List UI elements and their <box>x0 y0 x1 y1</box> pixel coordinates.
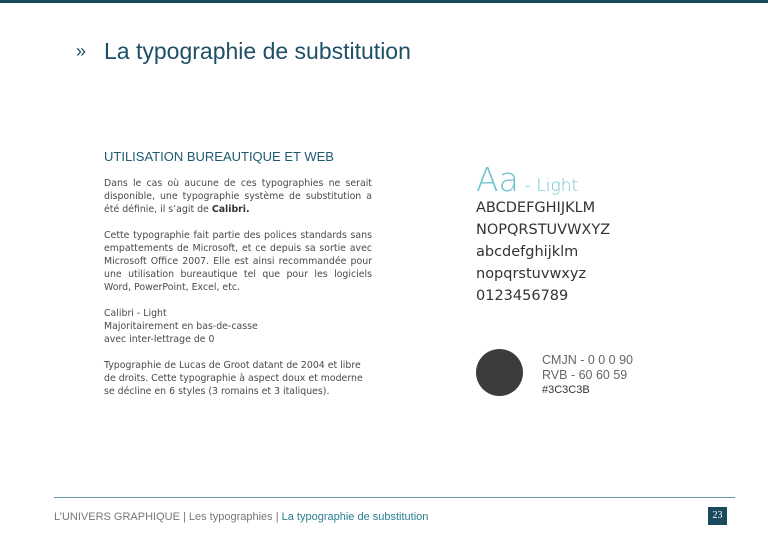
top-bar <box>0 0 768 3</box>
section-body <box>104 177 372 411</box>
p3-line: Majoritairement en bas-de-casse <box>104 321 258 332</box>
rvb-value: RVB - 60 60 59 <box>542 368 628 382</box>
footer-divider <box>54 497 735 498</box>
breadcrumb-path: L’UNIVERS GRAPHIQUE | Les typographies | <box>54 511 282 523</box>
specimen-line: NOPQRSTUVWXYZ <box>476 222 611 238</box>
paragraph-1-text: Dans le cas où aucune de ces typographies ne serait disponible, une typographie système de substitution a été définie, il s’agit de <box>104 178 372 215</box>
page-title-text: La typographie de substitution <box>104 38 411 64</box>
cmjn-value: CMJN - 0 0 0 90 <box>542 353 634 367</box>
paragraph-1 <box>104 177 372 216</box>
alphabet-specimen <box>476 197 610 307</box>
breadcrumb-current: La typographie de substitution <box>281 511 429 523</box>
aa-sample: Aa <box>476 160 519 199</box>
paragraph-3 <box>104 307 372 346</box>
page-title <box>76 38 411 65</box>
double-chevron-right-icon: » <box>76 41 87 61</box>
p3-line: Calibri - Light <box>104 308 167 319</box>
calibri-bold: Calibri. <box>211 204 250 215</box>
specimen-line: abcdefghijklm <box>476 244 579 260</box>
weight-label: - Light <box>524 176 579 196</box>
specimen-line: nopqrstuvwxyz <box>476 266 587 282</box>
color-values <box>542 353 633 398</box>
hex-value: #3C3C3B <box>542 384 590 396</box>
section-heading: UTILISATION BUREAUTIQUE ET WEB <box>104 149 334 164</box>
footer-breadcrumb <box>54 511 428 523</box>
paragraph-4: Typographie de Lucas de Groot datant de 2004 et libre de droits. Cette typographie à aspect doux et moderne se décline en 6 styles (3 romains et 3 italiques). <box>104 360 363 397</box>
specimen-heading <box>476 160 578 199</box>
page-number: 23 <box>708 507 727 525</box>
color-swatch <box>476 349 523 396</box>
p3-line: avec inter-lettrage de 0 <box>104 334 215 345</box>
specimen-line: 0123456789 <box>476 288 569 304</box>
specimen-line: ABCDEFGHIJKLM <box>476 200 596 216</box>
paragraph-2: Cette typographie fait partie des polices standards sans empattements de Microsoft, et ce depuis sa sortie avec Microsoft Office 2007. Elle est ainsi recommandée pour une utilisation bureautique tel que pour les logiciels Word, PowerPoint, Excel, etc. <box>104 230 372 293</box>
